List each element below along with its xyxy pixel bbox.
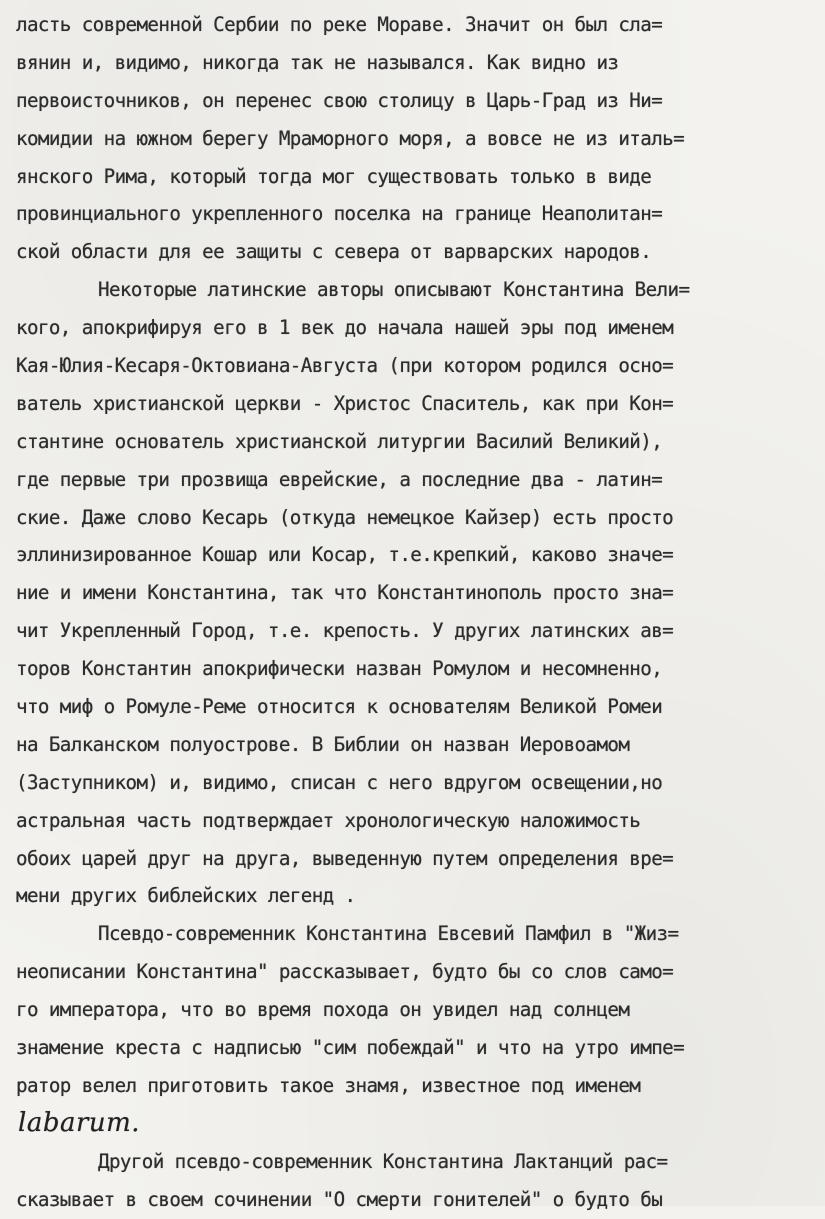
text-line: торов Константин апокрифически назван Ромулом и несомненно, xyxy=(16,657,663,681)
text-line: ласть современной Сербии по реке Мораве. Значит он был сла= xyxy=(16,13,663,36)
text-line: знамение креста с надписью "сим побеждай" и что на утро импе= xyxy=(16,1036,685,1060)
text-line: ские. Даже слово Кесарь (откуда немецкое Кайзер) есть просто xyxy=(16,505,674,529)
text-line: обоих царей друг на друга, выведенную путем определения вре= xyxy=(16,846,674,870)
text-line: ватель христианской церкви - Христос Спаситель, как при Кон= xyxy=(16,391,674,415)
text-line: провинциального укрепленного поселка на границе Неаполитан= xyxy=(16,202,663,226)
text-line: неописании Константина" рассказывает, будто бы со слов само= xyxy=(16,960,674,984)
text-line: вянин и, видимо, никогда так не назывался. Как видно из xyxy=(16,50,619,74)
text-line: ратор велел приготовить такое знамя, известное под именем xyxy=(16,1073,641,1097)
text-line: первоисточников, он перенес свою столицу в Царь-Град из Ни= xyxy=(16,88,663,112)
text-line: янского Рима, который тогда мог существовать только в виде xyxy=(16,164,652,188)
text-line: что миф о Ромуле-Реме относится к основателям Великой Ромеи xyxy=(16,695,663,719)
text-line: ской области для ее защиты с севера от варварских народов. xyxy=(16,240,652,264)
text-line: сказывает в своем сочинении "О смерти гонителей" о будто бы xyxy=(16,1187,663,1211)
text-line: стантине основатель христианской литургии Василий Великий), xyxy=(16,429,663,453)
text-line: эллинизированное Кошар или Косар, т.е.крепкий, каково значе= xyxy=(16,543,674,567)
text-line: кого, апокрифируя его в 1 век до начала нашей эры под именем xyxy=(16,316,674,340)
text-line: ние и имени Константина, так что Константинополь просто зна= xyxy=(16,581,674,605)
text-line: на Балканском полуострове. В Библии он назван Иеровоамом xyxy=(16,732,630,756)
text-line: мени других библейских легенд . xyxy=(16,884,356,908)
text-line: го императора, что во время похода он увидел над солнцем xyxy=(16,998,630,1022)
text-line: чит Укрепленный Город, т.е. крепость. У других латинских ав= xyxy=(16,619,674,643)
text-line: где первые три прозвища еврейские, а последние два - латин= xyxy=(16,467,663,491)
paragraph-start-line: Псевдо-современник Константина Евсевий Памфил в "Жиз= xyxy=(98,922,679,946)
text-line: (Заступником) и, видимо, списан с него вдругом освещении,но xyxy=(16,770,663,794)
text-line: астральная часть подтверждает хронологическую наложимость xyxy=(16,808,641,832)
page-text xyxy=(16,6,816,1219)
paragraph-start-line: Другой псевдо-современник Константина Лактанций рас= xyxy=(98,1149,668,1173)
text-line: комидии на южном берегу Мраморного моря, а вовсе не из италь= xyxy=(16,126,685,150)
handwritten-note: labarum. xyxy=(18,1107,141,1138)
paragraph-start-line: Некоторые латинские авторы описывают Константина Вели= xyxy=(98,278,690,302)
text-line: Кая-Юлия-Кесаря-Октовиана-Августа (при котором родился осно= xyxy=(16,354,674,378)
